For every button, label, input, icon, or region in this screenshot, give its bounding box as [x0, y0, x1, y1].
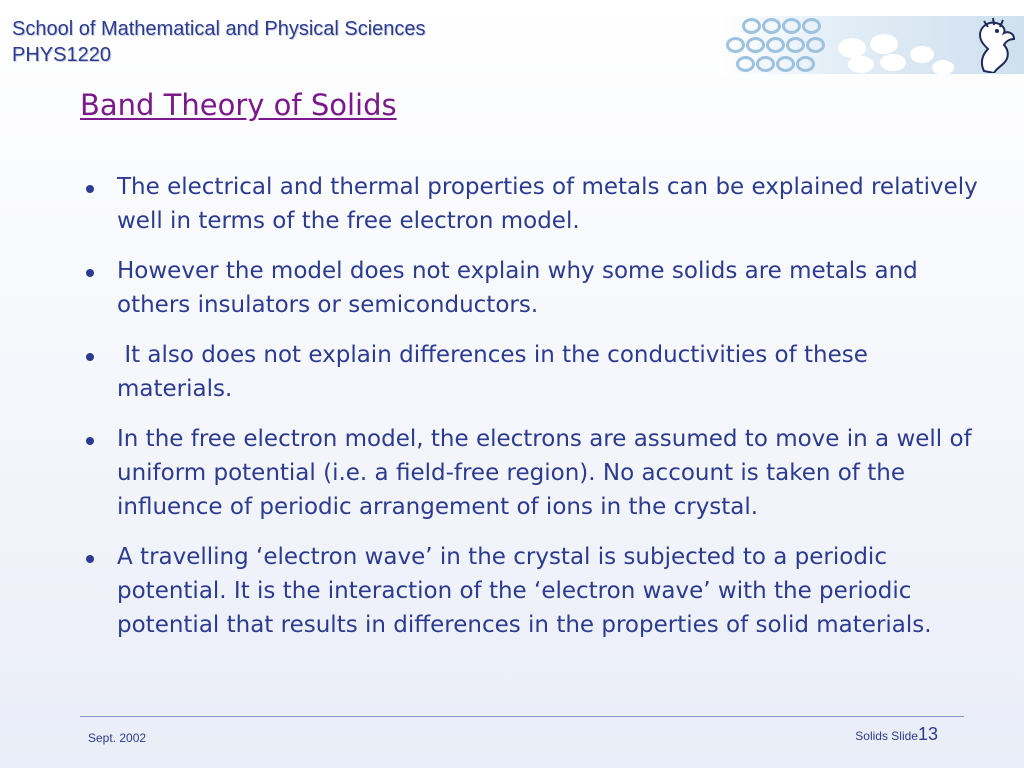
bullet-item: [80, 338, 990, 406]
footer-slide-info: [855, 724, 938, 745]
bullet-icon: [86, 555, 94, 563]
logo-oval: [910, 46, 934, 63]
logo-oval: [880, 54, 906, 71]
logo-circle: [736, 56, 755, 72]
bullet-item: [80, 254, 990, 322]
slide-title: Band Theory of Solids: [80, 88, 397, 122]
seahorse-icon: [966, 17, 1022, 73]
bullet-icon: [86, 269, 94, 277]
bullet-list: [80, 170, 990, 658]
slide-number: 13: [917, 724, 938, 744]
logo-circle: [726, 37, 745, 53]
logo-circle: [742, 18, 761, 34]
school-name: School of Mathematical and Physical Sciences: [12, 18, 426, 40]
logo-circle: [802, 18, 821, 34]
logo-circle: [806, 37, 825, 53]
bullet-item: [80, 422, 990, 524]
logo-circle: [786, 37, 805, 53]
logo-circle: [756, 56, 775, 72]
logo-oval: [848, 56, 874, 73]
logo-circle: [776, 56, 795, 72]
bullet-text: In the free electron model, the electrons are assumed to move in a well of uniform potential (i.e. a field-free region). No account is taken of the influence of periodic arrangement of ions in the crystal.: [117, 426, 972, 520]
bullet-item: [80, 540, 990, 642]
university-logo: [720, 16, 1024, 74]
logo-circle: [762, 18, 781, 34]
logo-oval: [932, 60, 954, 75]
bullet-item: [80, 170, 990, 238]
bullet-text: It also does not explain differences in the conductivities of these materials.: [117, 342, 876, 402]
logo-oval: [838, 38, 866, 58]
bullet-icon: [86, 353, 94, 361]
logo-circle: [746, 37, 765, 53]
logo-circle: [782, 18, 801, 34]
footer-slide-label: Solids Slide: [855, 729, 918, 743]
footer-divider: [80, 716, 964, 717]
bullet-icon: [86, 185, 94, 193]
bullet-text: The electrical and thermal properties of metals can be explained relatively well in terms of the free electron model.: [117, 174, 978, 234]
logo-circle: [796, 56, 815, 72]
bullet-text: A travelling ‘electron wave’ in the crystal is subjected to a periodic potential. It is the interaction of the ‘electron wave’ with the periodic potential that results in differences in the properties of solid materials.: [117, 544, 932, 638]
bullet-text: However the model does not explain why some solids are metals and others insulators or semiconductors.: [117, 258, 918, 318]
footer-date: Sept. 2002: [88, 731, 147, 745]
logo-oval: [870, 34, 898, 54]
bullet-icon: [86, 437, 94, 445]
course-code: PHYS1220: [12, 44, 111, 66]
logo-circle: [766, 37, 785, 53]
header-school: [12, 16, 426, 68]
